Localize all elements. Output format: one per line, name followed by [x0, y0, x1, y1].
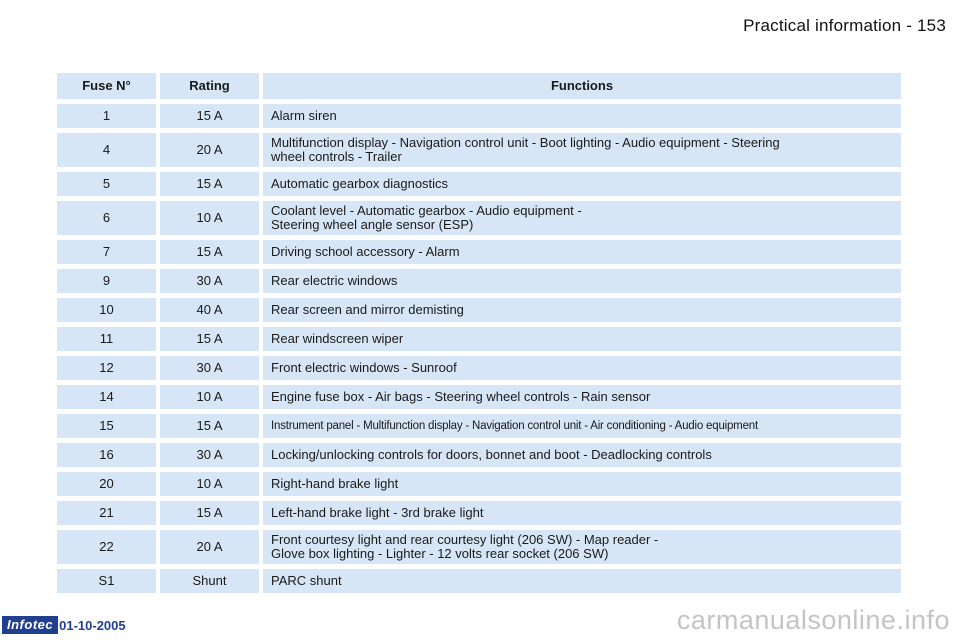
fuse-functions: Instrument panel - Multifunction display - Navigation control unit - Air conditioning - Audio equipment: [263, 414, 901, 438]
fuse-number: 20: [57, 472, 160, 496]
fuse-number: 4: [57, 133, 160, 167]
table-row: [57, 569, 901, 593]
column-header-rating: Rating: [160, 73, 263, 99]
footer-date: 01-10-2005: [59, 617, 126, 633]
footer: [2, 616, 126, 634]
fuse-rating: 30 A: [160, 356, 263, 380]
table-row: [57, 298, 901, 322]
table-header-row: [57, 73, 901, 99]
fuse-functions: Engine fuse box - Air bags - Steering wheel controls - Rain sensor: [263, 385, 901, 409]
fuse-rating: 10 A: [160, 472, 263, 496]
fuse-number: 14: [57, 385, 160, 409]
fuse-rating: 20 A: [160, 133, 263, 167]
fuse-functions: Left-hand brake light - 3rd brake light: [263, 501, 901, 525]
fuse-functions: Front electric windows - Sunroof: [263, 356, 901, 380]
column-header-fuse: Fuse N°: [57, 73, 160, 99]
table-row: [57, 443, 901, 467]
fuse-functions: Front courtesy light and rear courtesy light (206 SW) - Map reader - Glove box lighting - Lighter - 12 volts rear socket (206 SW): [263, 530, 901, 564]
table-row: [57, 472, 901, 496]
table-row: [57, 201, 901, 235]
fuse-functions: PARC shunt: [263, 569, 901, 593]
table-row: [57, 385, 901, 409]
fuse-functions: Rear screen and mirror demisting: [263, 298, 901, 322]
fuse-rating: 15 A: [160, 501, 263, 525]
fuse-number: 16: [57, 443, 160, 467]
fuse-number: 10: [57, 298, 160, 322]
table-row: [57, 356, 901, 380]
table-row: [57, 172, 901, 196]
fuse-rating: 30 A: [160, 443, 263, 467]
fuse-functions: Locking/unlocking controls for doors, bonnet and boot - Deadlocking controls: [263, 443, 901, 467]
fuse-rating: Shunt: [160, 569, 263, 593]
fuse-number: 5: [57, 172, 160, 196]
fuse-functions: Automatic gearbox diagnostics: [263, 172, 901, 196]
fuse-rating: 15 A: [160, 172, 263, 196]
fuse-number: 15: [57, 414, 160, 438]
table-row: [57, 240, 901, 264]
fuse-rating: 10 A: [160, 201, 263, 235]
fuse-functions: Rear windscreen wiper: [263, 327, 901, 351]
fuse-rating: 40 A: [160, 298, 263, 322]
fuse-number: 9: [57, 269, 160, 293]
table-row: [57, 327, 901, 351]
fuse-number: 1: [57, 104, 160, 128]
table-row: [57, 104, 901, 128]
fuse-number: 11: [57, 327, 160, 351]
fuse-functions: Rear electric windows: [263, 269, 901, 293]
fuse-number: 6: [57, 201, 160, 235]
fuse-number: 12: [57, 356, 160, 380]
fuse-rating: 15 A: [160, 414, 263, 438]
table-row: [57, 133, 901, 167]
table-row: [57, 501, 901, 525]
fuse-functions: Multifunction display - Navigation control unit - Boot lighting - Audio equipment - Steering wheel controls - Trailer: [263, 133, 901, 167]
watermark: carmanualsonline.info: [676, 605, 950, 635]
fuse-number: 7: [57, 240, 160, 264]
fuse-rating: 15 A: [160, 104, 263, 128]
fuse-table: [57, 68, 901, 598]
fuse-rating: 15 A: [160, 327, 263, 351]
fuse-rating: 10 A: [160, 385, 263, 409]
fuse-functions: Alarm siren: [263, 104, 901, 128]
fuse-rating: 15 A: [160, 240, 263, 264]
fuse-rating: 30 A: [160, 269, 263, 293]
fuse-functions: Driving school accessory - Alarm: [263, 240, 901, 264]
table-row: [57, 414, 901, 438]
table-row: [57, 269, 901, 293]
column-header-functions: Functions: [263, 73, 901, 99]
fuse-rating: 20 A: [160, 530, 263, 564]
fuse-number: S1: [57, 569, 160, 593]
fuse-functions: Right-hand brake light: [263, 472, 901, 496]
fuse-number: 22: [57, 530, 160, 564]
table-row: [57, 530, 901, 564]
infotec-logo: Infotec: [2, 616, 58, 634]
fuse-number: 21: [57, 501, 160, 525]
page-title: Practical information - 153: [743, 16, 946, 35]
fuse-functions: Coolant level - Automatic gearbox - Audio equipment - Steering wheel angle sensor (ESP): [263, 201, 901, 235]
